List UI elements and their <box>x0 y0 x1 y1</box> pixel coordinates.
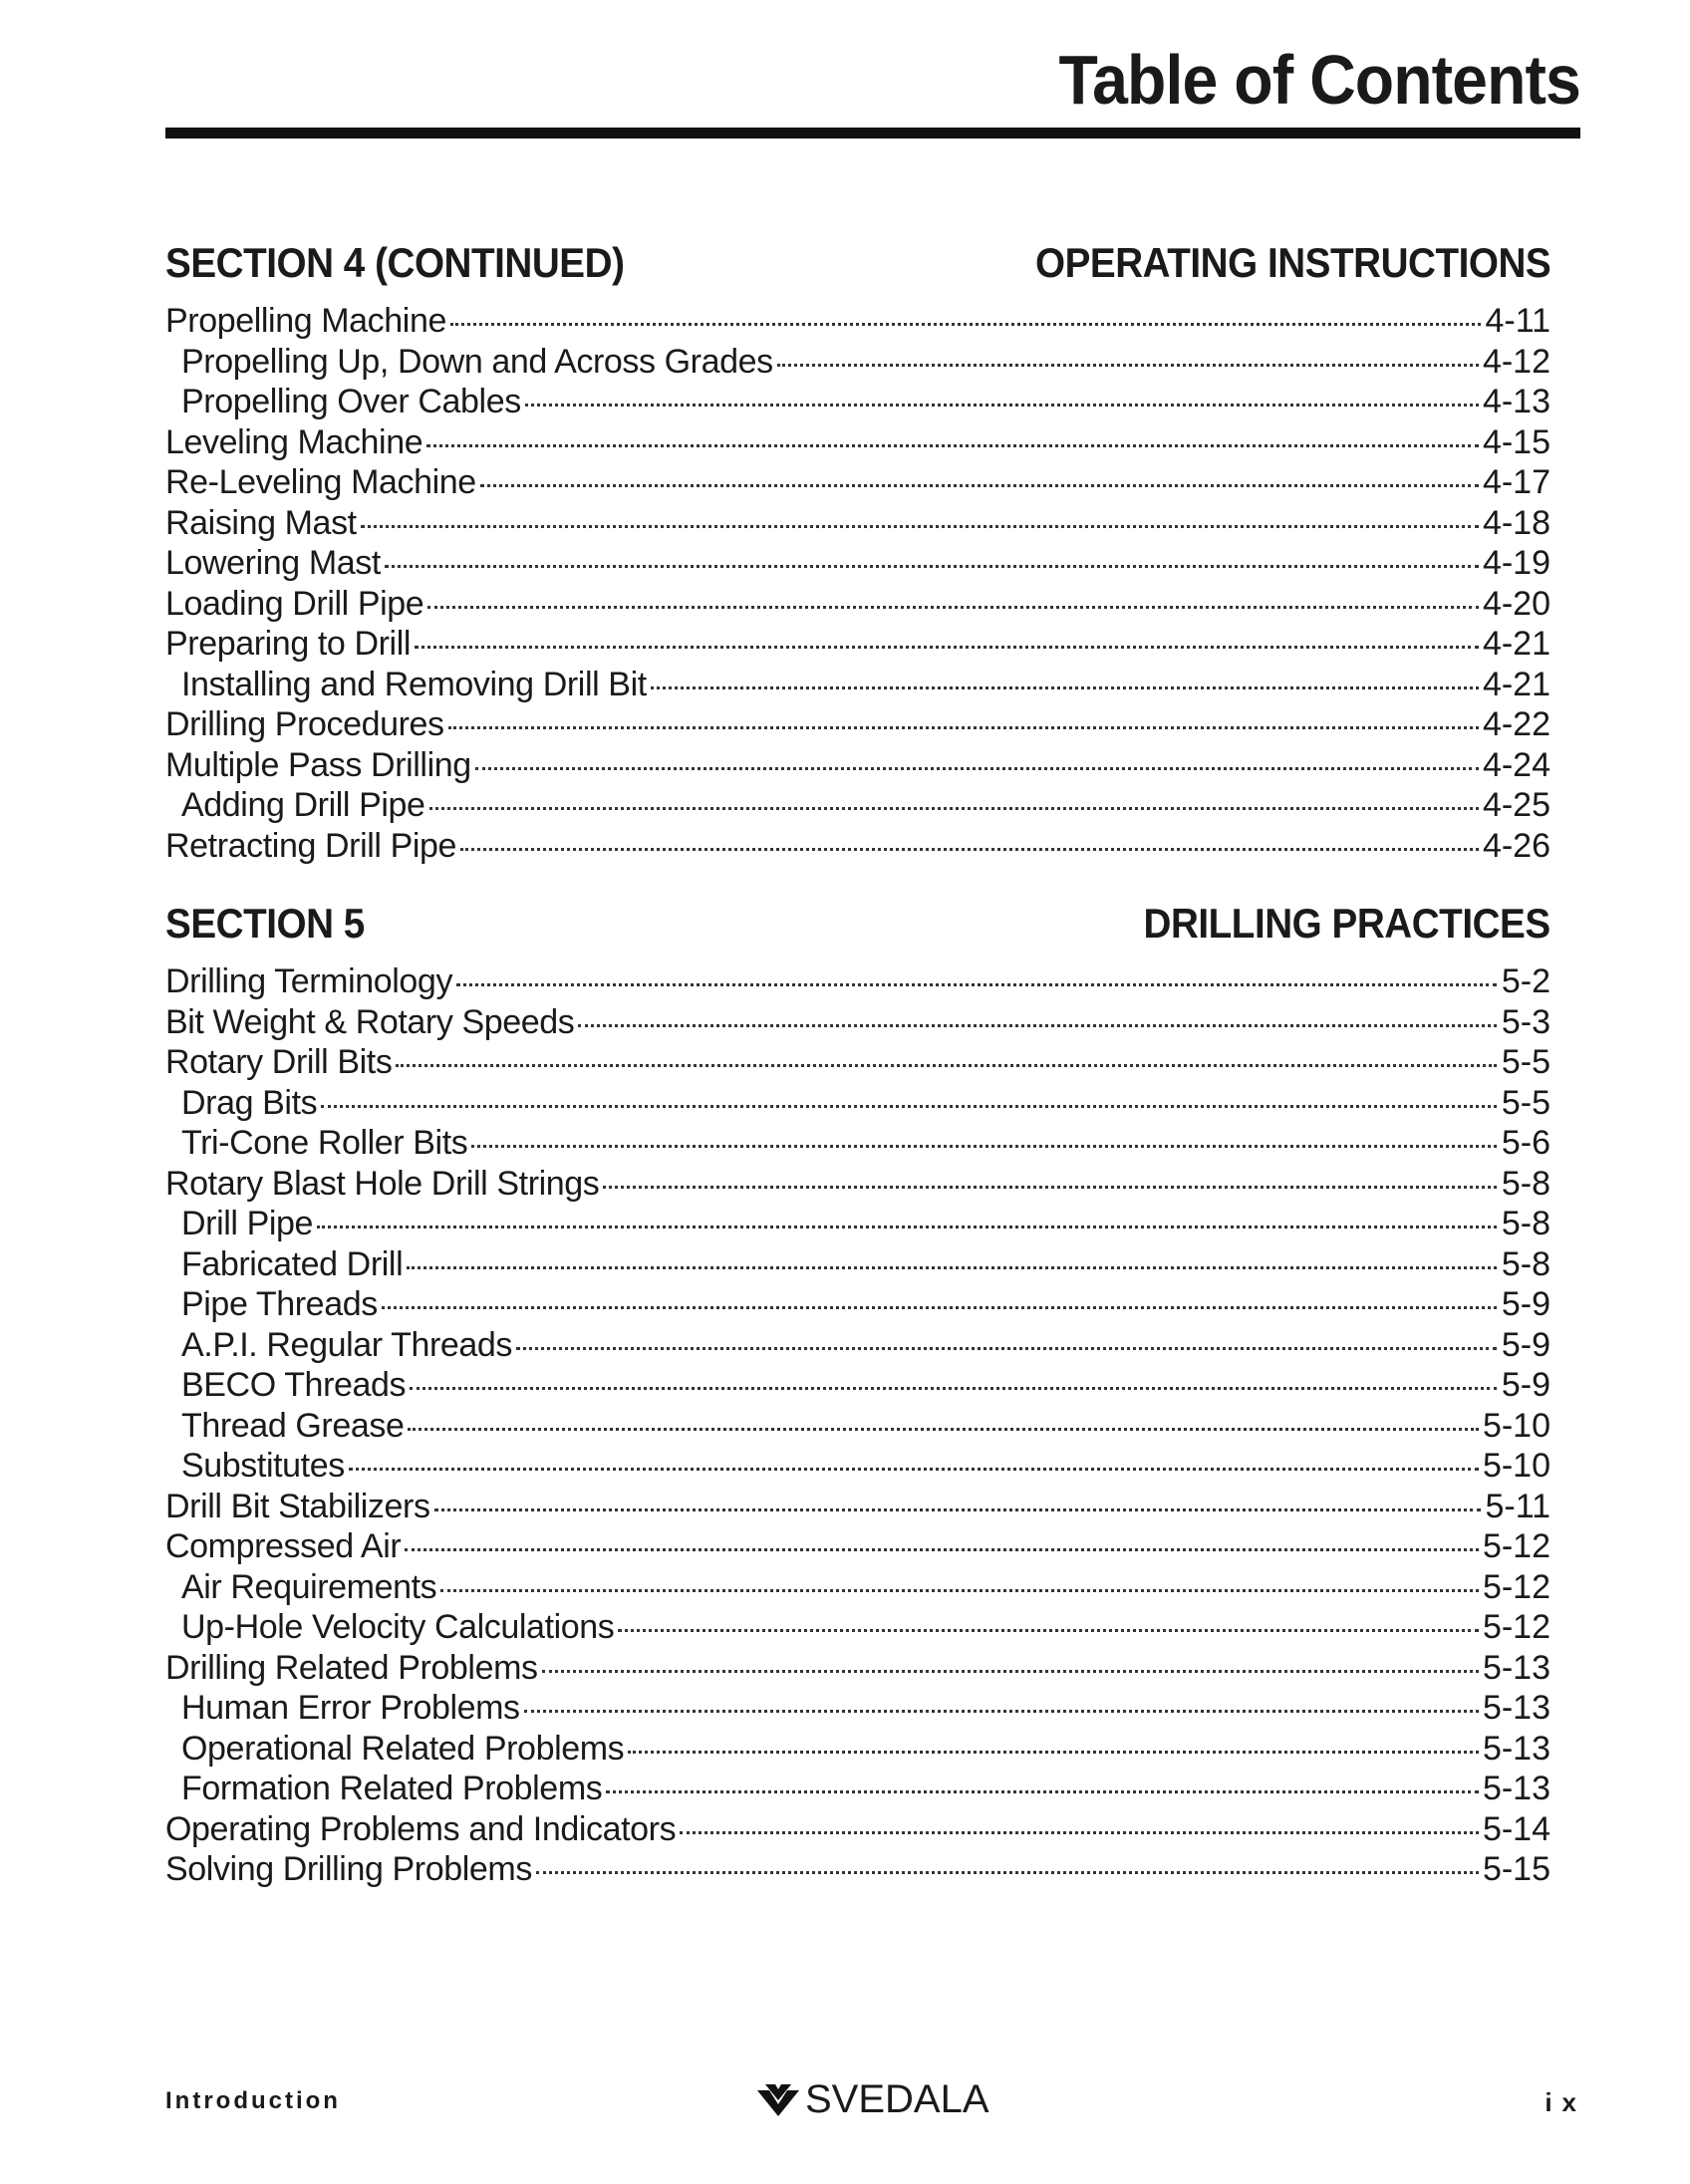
toc-entry-label: Adding Drill Pipe <box>181 786 425 824</box>
dot-leader <box>408 1398 1478 1431</box>
toc-entry-label: Solving Drilling Problems <box>165 1850 532 1888</box>
dot-leader <box>516 1317 1497 1350</box>
dot-leader <box>448 696 1479 729</box>
toc-entry-label: Drilling Procedures <box>165 705 444 743</box>
toc-entry-page: 5-9 <box>1501 1366 1550 1404</box>
toc-entry-label: Re-Leveling Machine <box>165 463 476 501</box>
svedala-chevron-logo-icon <box>755 2082 801 2118</box>
toc-entry-label: Drilling Terminology <box>165 962 453 1000</box>
toc-entry-label: Operating Problems and Indicators <box>165 1809 677 1848</box>
toc-entry-label: Air Requirements <box>181 1567 437 1606</box>
page-number: ix <box>1545 2087 1586 2117</box>
dot-leader <box>415 616 1479 649</box>
toc-entry-label: Compressed Air <box>165 1527 402 1565</box>
dot-leader <box>471 1115 1497 1148</box>
dot-leader <box>410 1357 1497 1390</box>
toc-entry-page: 5-12 <box>1482 1567 1550 1606</box>
toc-entry-page: 5-8 <box>1501 1205 1550 1242</box>
toc-entry-page: 5-2 <box>1501 962 1550 1000</box>
toc-entry-page: 4-22 <box>1482 705 1550 743</box>
toc-entry-label: Drill Pipe <box>181 1205 314 1242</box>
toc-entry-label: A.P.I. Regular Threads <box>181 1325 513 1364</box>
toc-entry-label: Formation Related Problems <box>181 1770 603 1807</box>
toc-entry-page: 5-13 <box>1482 1689 1550 1727</box>
toc-entry-page: 4-13 <box>1482 383 1550 420</box>
toc-entry-page: 5-15 <box>1482 1850 1550 1888</box>
dot-leader <box>524 1680 1479 1713</box>
dot-leader <box>680 1801 1479 1834</box>
page-footer <box>165 2077 1586 2127</box>
toc-entry-label: Preparing to Drill <box>165 625 412 663</box>
toc-entry-page: 5-14 <box>1482 1809 1550 1848</box>
toc-entry-label: Raising Mast <box>165 503 357 542</box>
page-title: Table of Contents <box>1058 41 1580 119</box>
dot-leader <box>525 374 1479 407</box>
dot-leader <box>396 1034 1497 1067</box>
dot-leader <box>618 1599 1479 1632</box>
dot-leader <box>456 954 1497 986</box>
toc-entry-page: 5-6 <box>1501 1124 1550 1162</box>
section-title: OPERATING INSTRUCTIONS <box>1034 239 1550 286</box>
section-number: SECTION 5 <box>165 900 365 947</box>
toc-entry-page: 4-11 <box>1485 302 1550 340</box>
toc-entry-page: 5-13 <box>1482 1729 1550 1768</box>
toc-entry-page: 4-20 <box>1482 584 1550 623</box>
toc-entry-label: Multiple Pass Drilling <box>165 745 471 784</box>
logo-wordmark: SVEDALA <box>805 2077 989 2121</box>
section-number: SECTION 4 (CONTINUED) <box>165 239 625 286</box>
toc-entry-label: Drag Bits <box>181 1083 318 1122</box>
dot-leader <box>361 495 1479 528</box>
dot-leader <box>578 994 1497 1027</box>
dot-leader <box>460 818 1479 851</box>
toc-entry-label: Tri-Cone Roller Bits <box>181 1124 468 1162</box>
toc-entry <box>165 824 1550 865</box>
toc-entry-page: 4-12 <box>1482 342 1550 381</box>
toc-entry-label: Rotary Blast Hole Drill Strings <box>165 1164 600 1203</box>
toc-entry-page: 5-8 <box>1501 1244 1550 1283</box>
dot-leader <box>603 1156 1497 1189</box>
toc-entry-page: 5-10 <box>1482 1406 1550 1445</box>
dot-leader <box>475 737 1479 770</box>
toc-entry-page: 5-9 <box>1501 1285 1550 1323</box>
dot-leader <box>385 535 1479 568</box>
toc-entry-label: Thread Grease <box>181 1406 405 1445</box>
dot-leader <box>382 1276 1497 1309</box>
toc-entry-page: 5-9 <box>1501 1325 1550 1364</box>
toc-entry-page: 4-19 <box>1482 544 1550 582</box>
toc-entry <box>165 1847 1550 1888</box>
dot-leader <box>480 454 1479 487</box>
toc-list <box>165 299 1550 864</box>
toc-entry-label: Lowering Mast <box>165 544 381 582</box>
dot-leader <box>440 1559 1479 1592</box>
toc-entry-page: 5-5 <box>1501 1083 1550 1122</box>
toc-entry-page: 4-18 <box>1482 503 1550 542</box>
toc-entry-label: Leveling Machine <box>165 422 423 461</box>
toc-entry-page: 4-25 <box>1482 786 1550 824</box>
toc-entry-page: 4-21 <box>1482 665 1550 703</box>
toc-entry-label: Installing and Removing Drill Bit <box>181 665 647 703</box>
section-title: DRILLING PRACTICES <box>1143 900 1550 947</box>
toc-entry-page: 5-13 <box>1482 1770 1550 1807</box>
toc-entry-page: 5-12 <box>1482 1527 1550 1565</box>
toc-entry-page: 4-17 <box>1482 463 1550 501</box>
svedala-logo <box>755 2077 989 2122</box>
toc-list <box>165 959 1550 1888</box>
dot-leader <box>317 1196 1497 1228</box>
toc-entry-page: 5-3 <box>1501 1002 1550 1041</box>
toc-entry-label: Pipe Threads <box>181 1285 378 1323</box>
section-5 <box>165 900 1550 1888</box>
toc-entry-page: 4-24 <box>1482 745 1550 784</box>
toc-entry-page: 5-13 <box>1482 1648 1550 1687</box>
toc-entry-label: Fabricated Drill <box>181 1244 404 1283</box>
dot-leader <box>321 1075 1497 1108</box>
section-4 <box>165 239 1550 864</box>
toc-entry-label: Propelling Up, Down and Across Grades <box>181 342 773 381</box>
title-rule <box>165 128 1580 138</box>
dot-leader <box>651 657 1479 689</box>
section-heading <box>165 239 1550 299</box>
toc-entry-label: Propelling Over Cables <box>181 383 521 420</box>
dot-leader <box>542 1640 1479 1673</box>
dot-leader <box>407 1236 1497 1269</box>
dot-leader <box>427 576 1479 609</box>
toc-entry-label: Up-Hole Velocity Calculations <box>181 1608 615 1646</box>
toc-entry-label: Rotary Drill Bits <box>165 1043 393 1081</box>
dot-leader <box>426 414 1479 447</box>
footer-chapter-label: Introduction <box>165 2087 341 2114</box>
toc-entry-page: 5-5 <box>1501 1043 1550 1081</box>
toc-entry-page: 4-26 <box>1482 826 1550 865</box>
toc-entry-label: Loading Drill Pipe <box>165 584 424 623</box>
toc-entry-page: 5-10 <box>1482 1447 1550 1485</box>
toc-entry-page: 5-12 <box>1482 1608 1550 1646</box>
dot-leader <box>628 1721 1479 1754</box>
toc-entry-label: Operational Related Problems <box>181 1729 625 1768</box>
dot-leader <box>405 1518 1479 1551</box>
toc-entry-label: Retracting Drill Pipe <box>165 826 457 865</box>
toc-entry-label: BECO Threads <box>181 1366 407 1404</box>
toc-entry-label: Substitutes <box>181 1447 345 1485</box>
toc-entry-label: Drilling Related Problems <box>165 1648 538 1687</box>
dot-leader <box>777 334 1479 367</box>
toc-entry-page: 5-8 <box>1501 1164 1550 1203</box>
section-heading <box>165 900 1550 959</box>
dot-leader <box>349 1438 1479 1471</box>
toc-entry-label: Drill Bit Stabilizers <box>165 1487 430 1525</box>
dot-leader <box>536 1841 1479 1874</box>
dot-leader <box>434 1479 1482 1511</box>
toc-entry-label: Bit Weight & Rotary Speeds <box>165 1002 575 1041</box>
dot-leader <box>450 293 1482 326</box>
toc-entry-label: Propelling Machine <box>165 302 446 340</box>
dot-leader <box>606 1761 1479 1793</box>
dot-leader <box>429 777 1479 810</box>
toc-entry-page: 4-21 <box>1482 625 1550 663</box>
toc-entry-page: 5-11 <box>1485 1487 1550 1525</box>
toc-entry-label: Human Error Problems <box>181 1689 520 1727</box>
toc-entry-page: 4-15 <box>1482 422 1550 461</box>
